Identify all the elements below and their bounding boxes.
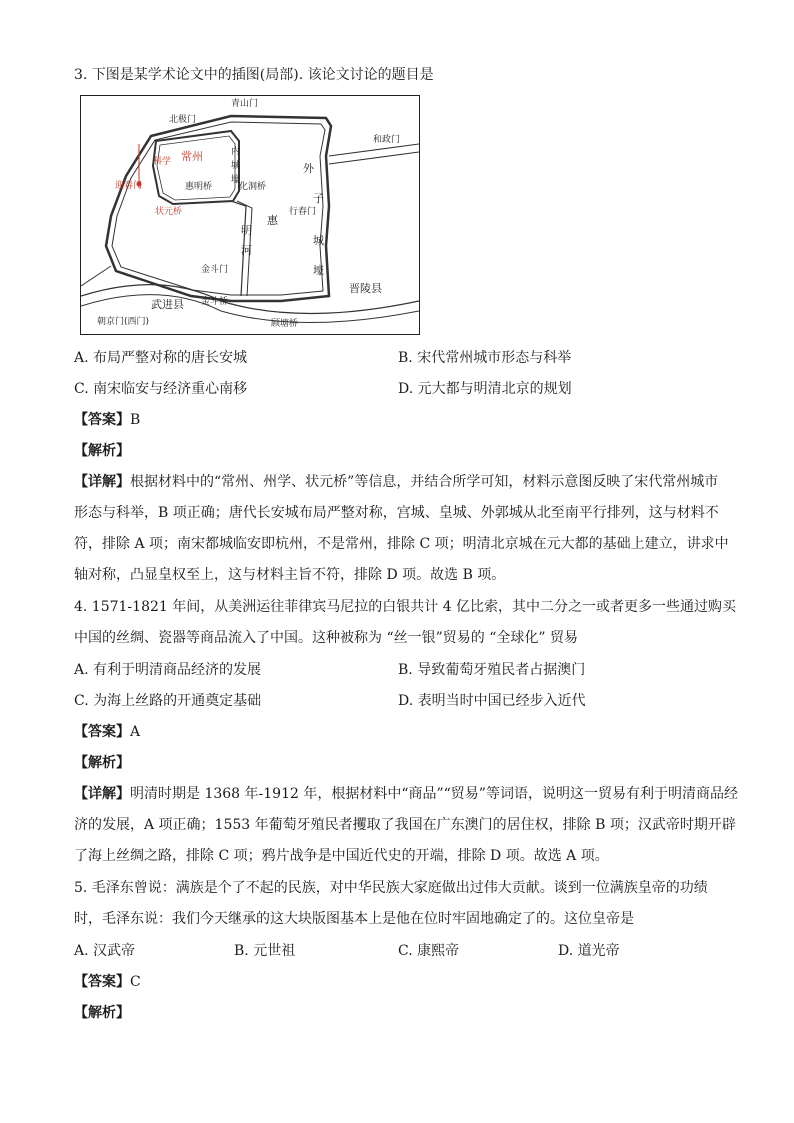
- q4-detail-label: 【详解】: [74, 786, 130, 802]
- q3-detail-text-1: 根据材料中的“常州、州学、状元桥”等信息，并结合所学可知，材料示意图反映了宋代常州城市: [130, 474, 719, 490]
- q5-option-d[interactable]: D. 道光帝: [558, 943, 620, 959]
- label-hui: 惠: [267, 214, 278, 227]
- q4-detail-line-3: 了海上丝绸之路，排除 C 项；鸦片战争是中国近代史的开端，排除 D 项。故选 A 项。: [74, 848, 609, 864]
- q4-stem-line-2: 中国的丝绸、瓷器等商品流入了中国。这种被称为 “丝一银”贸易的 “全球化” 贸易: [74, 630, 578, 646]
- label-wai: 外: [303, 162, 314, 175]
- q3-answer-value: B: [130, 412, 141, 428]
- q4-answer-label: 【答案】: [74, 724, 130, 740]
- label-zi: 子: [313, 192, 324, 205]
- q3-option-d[interactable]: D. 元大都与明清北京的规划: [398, 381, 572, 397]
- label-jindoumen: 金斗门: [201, 265, 229, 275]
- q3-detail-line-2: 形态与科举，B 项正确；唐代长安城布局严整对称，宫城、皇城、外郭城从北至南平行排列，这与材料不: [74, 505, 719, 521]
- q4-answer-value: A: [130, 724, 141, 740]
- q5-answer-value: C: [130, 974, 141, 990]
- q5-option-b[interactable]: B. 元世祖: [234, 943, 296, 959]
- label-cheng2: 城: [313, 234, 324, 247]
- q5-answer: [74, 972, 141, 992]
- label-ming: 明: [241, 224, 252, 237]
- q3-map-figure: [80, 95, 420, 335]
- label-hao2: 壕: [313, 264, 324, 277]
- label-hao1: 壕: [231, 175, 241, 185]
- label-nei: 内: [231, 147, 241, 157]
- q3-option-a[interactable]: A. 布局严整对称的唐长安城: [74, 350, 248, 366]
- label-xingchun: 行春门: [289, 207, 317, 217]
- q4-stem-line-1: 4. 1571-1821 年间，从美洲运往菲律宾马尼拉的白银共计 4 亿比索，其中二分之一或者更多一些通过购买: [74, 599, 737, 615]
- q3-option-b[interactable]: B. 宋代常州城市形态与科举: [398, 350, 572, 366]
- label-changzhou: 常州: [181, 150, 203, 163]
- label-gutang: 顾塘桥: [271, 319, 299, 329]
- label-jinling: 晋陵县: [349, 282, 382, 295]
- label-huahuo: 化洞桥: [239, 182, 267, 192]
- label-huiming: 惠明桥: [185, 182, 213, 192]
- q3-detail-line-4: 轴对称，凸显皇权至上，这与材料主旨不符，排除 D 项。故选 B 项。: [74, 567, 506, 583]
- q4-analysis-label: 【解析】: [74, 755, 130, 771]
- q3-stem: 3. 下图是某学术论文中的插图(局部). 该论文讨论的题目是: [74, 67, 434, 83]
- label-zhuangyuan: 状元桥: [155, 207, 183, 217]
- q5-analysis-label: 【解析】: [74, 1005, 130, 1021]
- q5-answer-label: 【答案】: [74, 974, 130, 990]
- label-chaojing: 朝京门(西门): [97, 317, 150, 327]
- q3-answer: [74, 410, 140, 430]
- label-qingshanmen: 青山门: [231, 99, 259, 109]
- label-cheng1: 城: [231, 161, 241, 171]
- q5-option-a[interactable]: A. 汉武帝: [74, 943, 136, 959]
- q5-stem-line-2: 时，毛泽东说：我们今天继承的这大块版图基本上是他在位时牢固地确定了的。这位皇帝是: [74, 911, 634, 927]
- q4-detail-line-1: [74, 784, 738, 804]
- q4-option-b[interactable]: B. 导致葡萄牙殖民者占据澳门: [398, 662, 586, 678]
- q3-option-c[interactable]: C. 南宋临安与经济重心南移: [74, 381, 248, 397]
- q4-answer: [74, 722, 140, 742]
- label-he: 河: [241, 244, 252, 257]
- label-yingchun: 迎春门: [115, 181, 143, 191]
- label-wujin: 武进县: [151, 298, 184, 311]
- q4-option-d[interactable]: D. 表明当时中国已经步入近代: [398, 693, 586, 709]
- q5-stem-line-1: 5. 毛泽东曾说：满族是个了不起的民族，对中华民族大家庭做出过伟大贡献。谈到一位满族皇帝的功绩: [74, 880, 708, 896]
- q3-detail-label: 【详解】: [74, 474, 130, 490]
- label-heimen: 和政门: [373, 135, 401, 145]
- label-beimen: 北极门: [169, 115, 197, 125]
- q3-analysis-label: 【解析】: [74, 443, 130, 459]
- q3-detail-line-1: [74, 472, 718, 492]
- q4-option-a[interactable]: A. 有利于明清商品经济的发展: [74, 662, 262, 678]
- q3-detail-line-3: 符，排除 A 项；南宋都城临安即杭州，不是常州，排除 C 项；明清北京城在元大都的基础上建立，讲求中: [74, 536, 729, 552]
- q3-answer-label: 【答案】: [74, 412, 130, 428]
- q5-option-c[interactable]: C. 康熙帝: [398, 943, 460, 959]
- q4-detail-line-2: 济的发展，A 项正确；1553 年葡萄牙殖民者攫取了我国在广东澳门的居住权，排除 B 项；汉武帝时期开辟: [74, 817, 736, 833]
- q4-option-c[interactable]: C. 为海上丝路的开通奠定基础: [74, 693, 262, 709]
- label-kexue: 科学: [153, 157, 172, 167]
- label-jindouqiao: 金斗桥: [201, 297, 229, 307]
- changzhou-map: [81, 96, 419, 334]
- q4-detail-text-1: 明清时期是 1368 年-1912 年，根据材料中“商品”“贸易”等词语，说明这一贸易有利于明清商品经: [130, 786, 738, 802]
